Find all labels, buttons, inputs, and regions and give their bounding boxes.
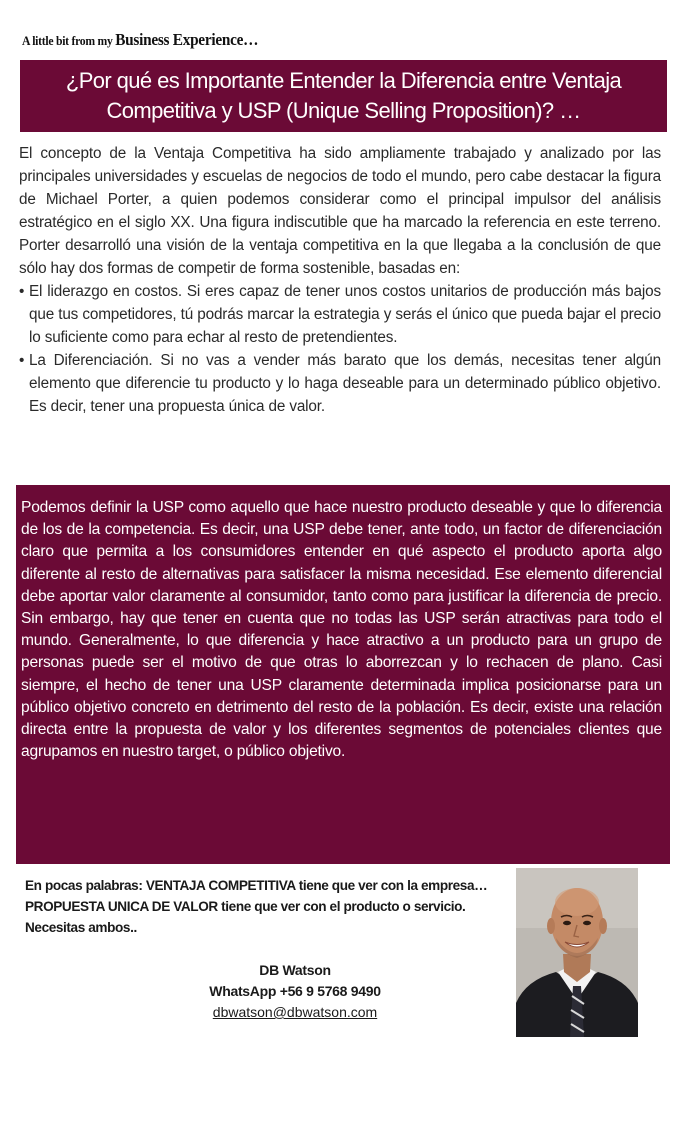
- author-photo: [516, 868, 638, 1037]
- usp-paragraph: Podemos definir la USP como aquello que hace nuestro producto deseable y que lo diferencia de los de la competencia. Es decir, una USP debe tener, ante todo, un factor de diferenciación claro que permita a los consumidores entender en qué aspecto el producto aporta algo diferente al resto de alternativas para satisfacer la misma necesidad. Ese elemento diferencial debe aportar valor claramente al consumidor, tanto como para justificar la diferencia de precio. Sin embargo, hay que tener en cuenta que no todas las USP serán atractivas para todo el mundo. Generalmente, lo que diferencia y hace atractivo a un producto para un grupo de personas puede ser el motivo de que otras lo aborrezcan y lo rechacen de plano. Casi siempre, el hecho de tener una USP claramente determinada implica posicionarse para un público objetivo concreto en detrimento del resto de la población. Es decir, existe una relación directa entre la propuesta de valor y los diferentes segmentos de potenciales clientes que agrupamos en nuestro target, o público objetivo.: [21, 499, 662, 761]
- intro-paragraph: El concepto de la Ventaja Competitiva ha sido ampliamente trabajado y analizado por las principales universidades y escuelas de negocios de todo el mundo, pero cabe destacar la figura de Michael Porter, a quien podemos considerar como el principal impulsor del análisis estratégico en el siglo XX. Una figura indiscutible que ha marcado la referencia en este terreno. Porter desarrolló una visión de la ventaja competitiva en la que llegaba a la conclusión de que sólo hay dos formas de competir de forma sostenible, basadas en:: [19, 145, 661, 277]
- header-kicker: [22, 30, 258, 50]
- bullet-text: El liderazgo en costos. Si eres capaz de tener unos costos unitarios de producción más bajos que tus competidores, tú podrás marcar la estrategia y serás el único que pueda bajar el precio lo suficiente como para echar al resto de pretendientes.: [29, 283, 661, 346]
- bullet-item: [19, 280, 661, 349]
- bullet-list: [19, 280, 661, 418]
- summary-text: En pocas palabras: VENTAJA COMPETITIVA tiene que ver con la empresa…PROPUESTA UNICA DE VALOR tiene que ver con el producto o servicio. Necesitas ambos..: [25, 878, 488, 935]
- usp-highlight-box: [16, 485, 670, 864]
- contact-block: [130, 960, 460, 1023]
- whatsapp-number: WhatsApp +56 9 5768 9490: [209, 983, 381, 999]
- bullet-icon: •: [19, 283, 25, 300]
- title-banner: [20, 60, 667, 132]
- intro-section: [19, 142, 661, 418]
- email-link[interactable]: dbwatson@dbwatson.com: [212, 1004, 378, 1020]
- kicker-small: A little bit from my: [22, 33, 113, 48]
- bullet-icon: •: [19, 352, 25, 369]
- author-name: DB Watson: [259, 962, 331, 978]
- bullet-text: La Diferenciación. Si no vas a vender más barato que los demás, necesitas tener algún elemento que diferencie tu producto y lo haga deseable para un determinado público objetivo. Es decir, tener una propuesta única de valor.: [29, 352, 661, 415]
- bullet-item: [19, 349, 661, 418]
- kicker-big: Business Experience…: [115, 30, 259, 49]
- page-title: ¿Por qué es Importante Entender la Diferencia entre Ventaja Competitiva y USP (Unique Selling Proposition)? …: [65, 68, 622, 123]
